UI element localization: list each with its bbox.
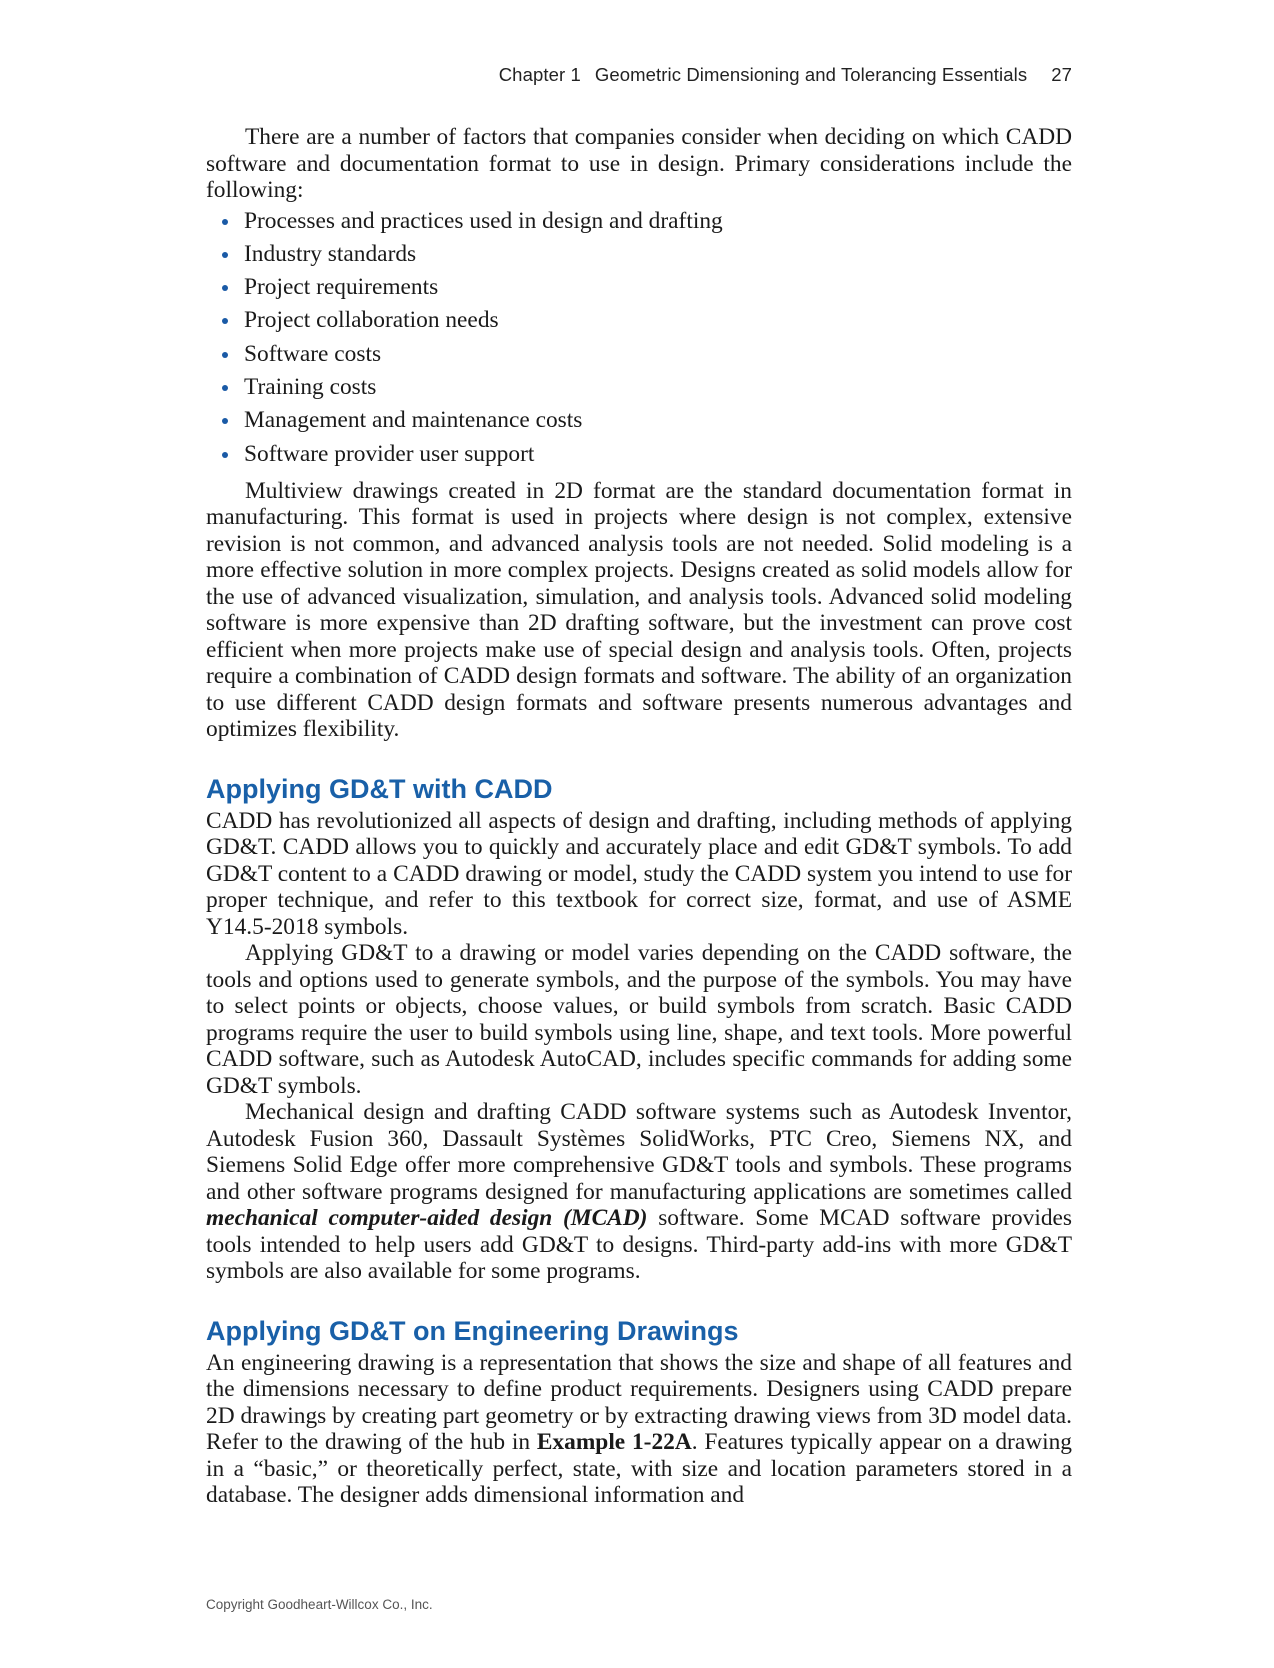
intro-paragraph: There are a number of factors that companies consider when deciding on which CADD software and documentation format to use in design. Primary considerations include the following: <box>206 124 1072 203</box>
chapter-label: Chapter 1 <box>498 64 581 85</box>
list-item: Industry standards <box>222 241 1072 274</box>
bullet-icon <box>222 285 228 291</box>
list-item: Project collaboration needs <box>222 307 1072 340</box>
copyright-footer: Copyright Goodheart-Willcox Co., Inc. <box>206 1597 433 1612</box>
list-item: Software provider user support <box>222 441 1072 474</box>
chapter-title: Geometric Dimensioning and Tolerancing Essentials <box>594 64 1028 85</box>
drawings-paragraph-1: An engineering drawing is a representation that shows the size and shape of all features and the dimensions necessary to define product requirements. Designers using CADD prepare 2D drawings by creating part geometry or by extracting drawing views from 3D model data. Refer to the drawing of the hub in Example 1-22A. Features typically appear on a drawing in a “basic,” or theoretically perfect, state, with size and location parameters stored in a database. The designer adds dimensional information and <box>206 1349 1073 1509</box>
cadd-paragraph-1: CADD has revolutionized all aspects of design and drafting, including methods of applying GD&T. CADD allows you to quickly and accurately place and edit GD&T symbols. To add GD&T content to a CADD drawing or model, study the CADD system you intend to use for proper technique, and refer to this textbook for correct size, format, and use of ASME Y14.5-2018 symbols. <box>206 807 1072 940</box>
multiview-paragraph: Multiview drawings created in 2D format are the standard documentation format in manufacturing. This format is used in projects where design is not complex, extensive revision is not common, and advanced analysis tools are not needed. Solid modeling is a more effective solution in more complex projects. Designs created as solid models allow for the use of advanced visualization, simulation, and analysis tools. Advanced solid modeling software is more expensive than 2D drafting software, but the investment can prove cost efficient when more projects make use of special design and analysis tools. Often, projects require a combination of CADD design formats and software. The ability of an organization to use different CADD design formats and software presents numerous advantages and optimizes flexibility. <box>206 477 1072 743</box>
list-item: Project requirements <box>222 274 1072 307</box>
page-number: 27 <box>1051 64 1072 85</box>
bullet-icon <box>222 418 228 424</box>
bullet-icon <box>222 252 228 258</box>
example-reference: Example 1-22A <box>536 1429 692 1456</box>
bullet-icon <box>222 219 228 225</box>
running-header <box>206 64 1072 86</box>
bullet-icon <box>222 452 228 458</box>
list-item: Management and maintenance costs <box>222 407 1072 440</box>
bullet-icon <box>222 352 228 358</box>
list-item: Training costs <box>222 374 1072 407</box>
cadd-paragraph-2: Applying GD&T to a drawing or model varies depending on the CADD software, the tools and options used to generate symbols, and the purpose of the symbols. You may have to select points or objects, choose values, or build symbols from scratch. Basic CADD programs require the user to build symbols using line, shape, and text tools. More powerful CADD software, such as Autodesk AutoCAD, includes specific commands for adding some GD&T symbols. <box>206 940 1072 1099</box>
bullet-icon <box>222 318 228 324</box>
section-heading-drawings: Applying GD&T on Engineering Drawings <box>206 1315 739 1346</box>
page-body <box>206 124 1072 1509</box>
considerations-list <box>206 208 1072 474</box>
list-item: Software costs <box>222 341 1072 374</box>
mcad-term: mechanical computer-aided design (MCAD) <box>206 1205 648 1232</box>
section-heading-cadd: Applying GD&T with CADD <box>206 773 553 804</box>
cadd-paragraph-3: Mechanical design and drafting CADD software systems such as Autodesk Inventor, Autodesk Fusion 360, Dassault Systèmes SolidWorks, PTC Creo, Siemens NX, and Siemens Solid Edge offer more comprehensive GD&T tools and symbols. These programs and other software programs designed for manufacturing applications are sometimes called mechanical computer-aided design (MCAD) software. Some MCAD software provides tools intended to help users add GD&T to designs. Third-party add-ins with more GD&T symbols are also available for some programs. <box>206 1099 1073 1285</box>
list-item: Processes and practices used in design and drafting <box>222 208 1072 241</box>
bullet-icon <box>222 385 228 391</box>
